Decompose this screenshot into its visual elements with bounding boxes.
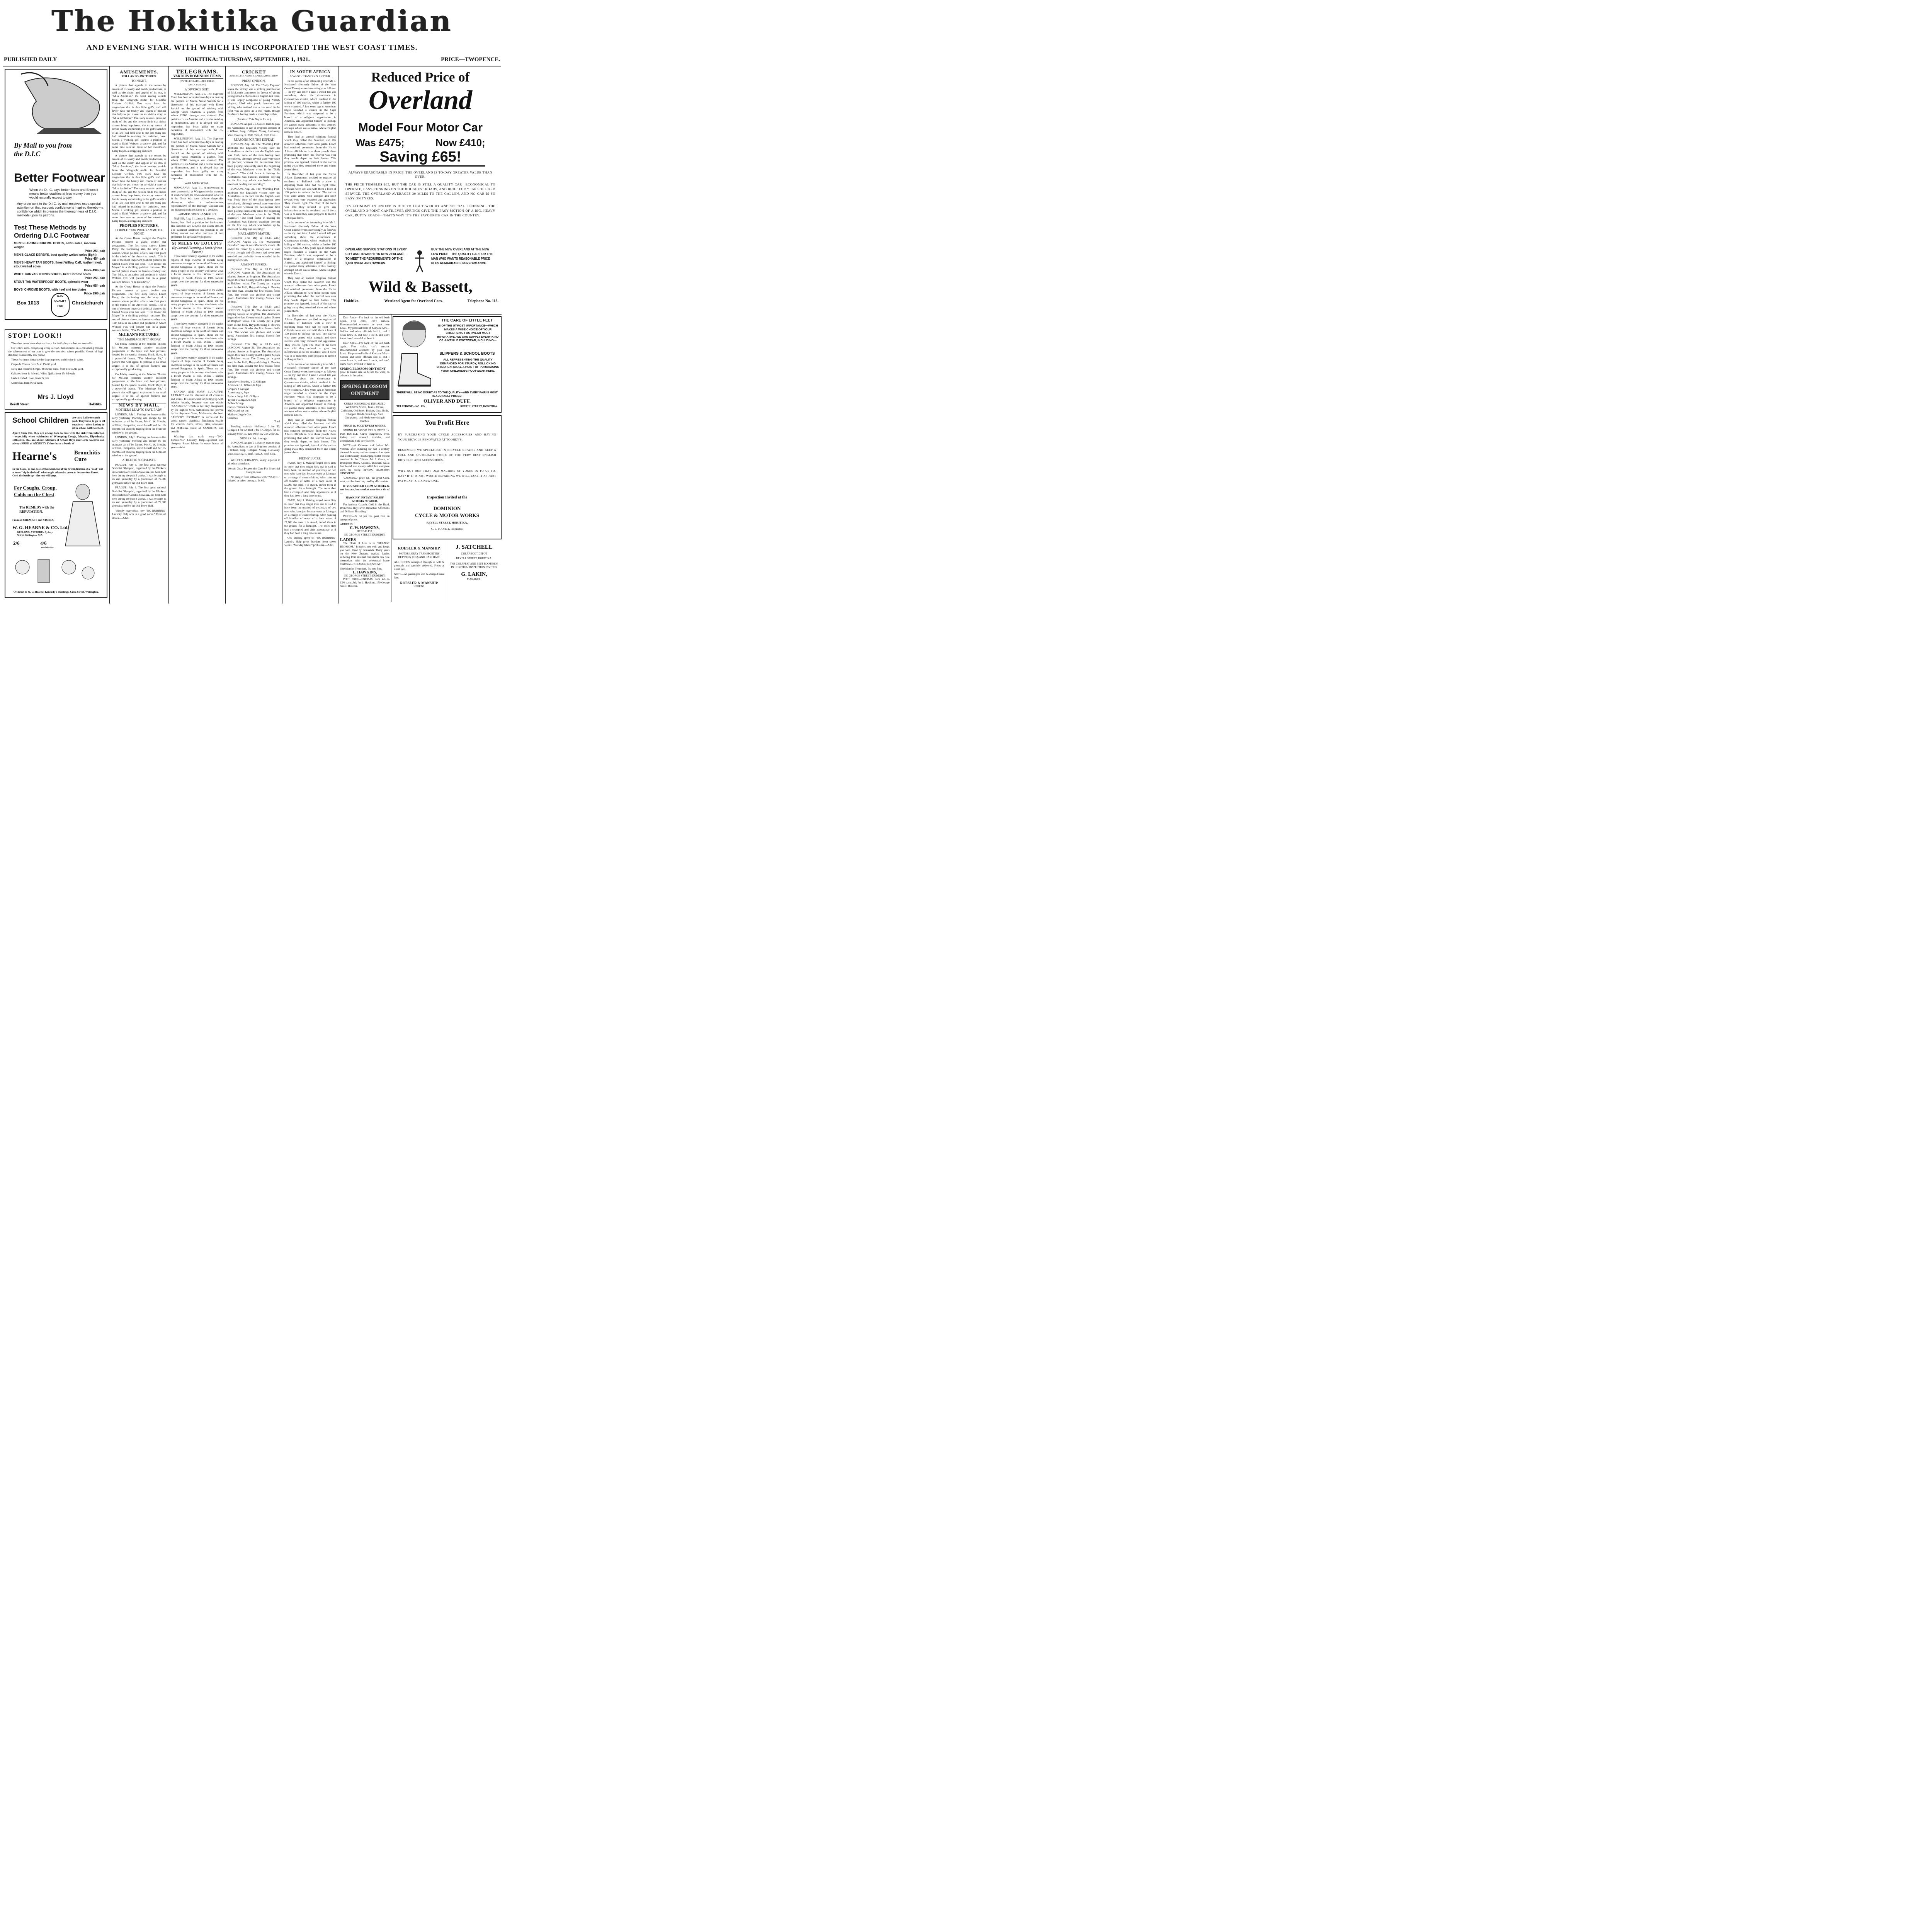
roesler-firm: ROESLER & MANSHIP. (400, 581, 439, 585)
inspection-invited: Inspection Invited at the (427, 495, 468, 500)
hawkins-herbalist: HERBALIST, (357, 530, 373, 533)
dic-item-name: STOUT TAN WATERPROOF BOOTS, splendid wear (14, 280, 88, 284)
reasons-body-cont: LONDON, Aug. 31. The "Morning Post" attributes the England's victory over the Australians to the fact that the English team was fresh, none of the men having been overplayed, although several were very short of practice; whereas the Australians have been playing incessantly since the beginning of the year. Maclaren writes in the "Daily Express": "The chief factor in beating the Australians was Faloon's excellent bowling on the first day, which was backed up by excellent fielding and catching." (228, 187, 280, 231)
dic-item-price: Price 65/- pair (85, 284, 105, 287)
mclean-body-cont: On Friday evening at the Princess Theatre Mr McLean presents another excellent programme of the latest and best pictures, headed by the special feature, Frank Mayo, in a powerful drama, "The Marriage Pit," a picture that will appeal to patrons in no small degree. It is full of special features and exceptionally good acting. (112, 372, 166, 401)
received-note: (Received This Day at 8 a.m.) (236, 117, 271, 121)
pollard-tonight: TO-NIGHT. (131, 79, 147, 83)
south-africa-body-cont: They had an annual religious festival which they called the Passover, and this attracted adherents from other parts. Enoch had obtained permission from the Native Affairs officials to have these people there promising that when the festival was over they would depart to their homes. This promise was ignored, instead of the natives going away they remained there and others joined them. (284, 276, 336, 313)
column-rule (225, 66, 226, 604)
locusts-body-cont: There have recently appeared in the cables reports of huge swarms of locusts doing enormous damage in the south of France and around Saragossa, in Spain. These are not many people in this country who know what a locust swarm is like. When I started farming in South Africa in 1906 locusts swept over the country for three successive years. (171, 322, 223, 355)
was-price: Was £475; (355, 137, 405, 148)
maclaren-heading: MACLAREN'S MATCH. (238, 232, 270, 236)
blossom-cures: CURES POISONED & INFLAMED WOUNDS, Scalds, Burns, Ulcers, Chilblains, Old Sores, Bruises, Cuts, Boils, Chapped Hands, Sore Legs, Skin Complaints, and Heels everything it touches. (340, 402, 389, 423)
dominion-name: DOMINION (433, 505, 461, 511)
remedy-reputation: The REMEDY with the REPUTATION. (19, 505, 54, 514)
score-line: Taylor c Gilligan, b Jupp (228, 398, 256, 401)
lloyd-line: Navy and coloured Serges, 40 inches wide, from 14s to 21s yard. (11, 367, 84, 371)
dic-intro: When the D.I.C. says better Boots and Shoes it means better qualities at less money than you would naturally expect to pay. (29, 188, 99, 199)
dic-logo: D.I.C QUALITY FOR (51, 293, 70, 317)
woods-advt: Woods' Great Peppermint Cure For Bronchial Coughs, take (228, 466, 280, 474)
reasons-body: LONDON, Aug. 31. The "Morning Post" attributes the England's victory over the Australians to the fact that the English team was fresh, none of the men having been overplayed, although several were very short of practice; whereas the Australians have been playing incessantly since the beginning of the year. Maclaren writes in the "Daily Express": "The chief factor in beating the Australians was Faloon's excellent bowling on the first day, which was backed up by excellent fielding and catching." (228, 142, 280, 186)
against-sussex-body: (Received This Day at 10.15 a.m.) LONDON, August 31. The Australians are playing Sussex at Brighton. The Australians began their last County match against Sussex at Brighton today. The County put a great team in the field, Haygarth being it. Bowley the first man. Bowler the first Sussex fields first. The wicket was glorious and wicket good. Australians first innings Sussex first innings. (228, 267, 280, 304)
by-mail-text: By Mail to you from the D.I.C (14, 141, 72, 158)
dic-item-price: Price 49/6 pair (84, 269, 105, 272)
athletic-heading: ATHLETIC SOCIALISTS. (122, 458, 156, 462)
profit-body-3: WHY NOT RUN THAT OLD MACHINE OF YOURS IN TO US TO-DAY? IF IT IS NOT WORTH REPAIRING WE WILL TAKE IT AS PART PAYMENT FOR A NEW ONE. (398, 469, 496, 483)
farmer-body: NAPIER, Aug. 31. James L. Bowen, sheep farmer, has filed a petition for bankruptcy. His liabilities are £20,859 and assets £8,508. The bankrupt attributes his position to the falling market not after purchase of two properties for speculative purposes. (171, 217, 223, 239)
dic-city: Christchurch (72, 300, 103, 306)
overland-buy-now: BUY THE NEW OVERLAND AT THE NEW LOW PRICE—THE QUALITY CAR FOR THE MAN WHO WANTS REASONABLE PRICE PLUS REMARKABLE PERFORMANCE. (431, 248, 493, 265)
slippers-heading: SLIPPERS & SCHOOL BOOTS (439, 352, 495, 356)
blossom-intro: Dear Annie—I'm back on the old bush again. Free colds, can't remain. Recommended ointment by your own Local. My personal belle of Kumara: Mrs—Soldier and other officials had it, and I never knew it, and now I use it, and don't know how I ever did without it. (340, 316, 389, 340)
hearne-maker-address: GEELONG, VICTORIA. Sydney N.S.W. Wellington, N.Z. (17, 531, 53, 537)
nazol-advt: No danger from influenza with "NAZOL." Inhaled or taken on sugar, 1s 6d. (228, 475, 280, 483)
news-body: LONDON, July 1. Finding her house on fire early yesterday morning and escape by the staircase cut off by flames, Mrs C. W. Brittain, of Fleet, Hampshire, saved herself and her 18-months-old child by leaping from the bedroom window to the ground. (112, 412, 166, 434)
l-hawkins-name: L. HAWKINS, (352, 570, 377, 575)
profit-body-1: BY PURCHASING YOUR CYCLE ACCESSORIES AND HAVING YOUR BICYCLE RENOVATED AT TOOHEY'S. (398, 433, 496, 441)
lloyd-line: These few items illustrate the drop in prices and the rise in value. (11, 358, 84, 361)
price-label: PRICE—TWOPENCE. (441, 56, 500, 63)
divorce-body: WELLINGTON, Aug. 31. The Supreme Court has been occupied two days in hearing the petition of Mattia Nazal Sarcich for a dissolution of his marriage with Eileen Sarcich on the ground of adultery with George Vance Shannon, a grazier, from whom £2500 damages was claimed. The petitioner is an Austrian and a carrier residing at Himmerton, and it is alleged that the respondent has been guilty on many occasions of misconduct with the co-respondent. (171, 92, 223, 136)
scorecard (228, 380, 280, 423)
hearnes-brand: Hearne's (12, 450, 57, 463)
stop-look-heading: STOP! LOOK!! (8, 332, 63, 339)
lakin-name: G. LAKIN, (461, 571, 487, 577)
telegrams-source: (BY TELEGRAPH—PER PRESS ASSOCIATION.) (180, 80, 214, 87)
dic-item-name: BOYS' CHROME BOOTS, with heel and toe plates (14, 288, 87, 291)
model-four-heading: Model Four Motor Car (358, 121, 483, 134)
column-rule (109, 66, 110, 604)
dic-item-price: Price 25/- pair (85, 276, 105, 280)
dic-box-number: Box 1013 (17, 300, 39, 306)
lakin-role: MANAGER. (467, 578, 481, 581)
locusts-body: There have recently appeared in the cables reports of huge swarms of locusts doing enormous damage in the south of France and around Saragossa, in Spain. These are not many people in this country who know what a locust swarm is like. When I started farming in South Africa in 1906 locusts swept over the country for three successive years. (171, 254, 223, 287)
wild-bassett-town: Hokitika. (344, 299, 360, 303)
locusts-body-cont: There have recently appeared in the cables reports of huge swarms of locusts doing enormous damage in the south of France and around Saragossa, in Spain. These are not many people in this country who know what a locust swarm is like. When I started farming in South Africa in 1906 locusts swept over the country for three successive years. (171, 356, 223, 389)
score-line: Armstrong b, Jupp (228, 391, 249, 395)
athletic-body: PRAGUE, July 3. The first great national Socialist Olympiad, organised by the Workers' Association of Czecho-Slovakia, has been held here during the past 3 weeks. It was brought to an end yesterday by a procession of 72,000 gymnasts before the Old Town Hall. (112, 463, 166, 485)
norbring-advt-2: One shilling spent on "NO-RUBBING" Laundry Help gives freedom from seven weeks' "Monday labour" problems.—Advt. (284, 536, 336, 547)
peoples-body: At the Opera House to-night the Peoples Pictures present a grand double star programme. The first story shows Eileen Percy, the fascinating star, the story of a woman whose political affairs take first place in the minds of the American people. This is one of the most important political pictures the United States ever has seen. "Her Honor the Mayor" is a thrilling political romance. The second picture shows the famous cowboy star, Tom Mix, as an author and producer in which William Fox will present him in a grand western thriller, "The Daredevil." (112, 236, 166, 284)
south-africa-body: In the course of an interesting letter Mr L. Northcroft (formerly Editor of the West Coast Times) writes interestingly as follows:— In my last letter I said I would tell you something about the disturbance in Queenstown district, which resulted in the killing of 200 natives, whilst a further 100 were wounded. A few years ago an American negro founded a church in the Cape Province, which was supposed to be a branch of a religious organisation in America, and appointed himself as Bishop. He gained many adherents in this country, amongst whom was a native, whose English name is Enoch. (284, 79, 336, 134)
profit-body-2: REMEMBER WE SPECIALISE IN BICYCLE REPAIRS AND KEEP A FULL AND UP-TO-DATE STOCK OF THE VERY BEST ENGLISH BICYCLES AND ACCESSORIES. (398, 448, 496, 462)
wolfe-advt: WOLFE'S SCHNAPPS, vastly superior to all other stimulants. (228, 457, 280, 466)
ladies-text: The Elixir of Life is in "ORANGE BLOSSOM." It makes you well, and keeps you well. Used by thousands. Thirty years on the New Zealand market. Ladies suffering from internal complaints can cure themselves with the celebrated home treatment—"ORANGE BLOSSOM." (340, 542, 389, 566)
mclean-heading: McLEAN'S PICTURES. (119, 333, 160, 337)
satchell-ad (447, 541, 501, 603)
overland-para-2: ITS ECONOMY IN UPKEEP IS DUE TO LIGHT WEIGHT AND SPECIAL SPRINGING. THE OVERLAND 3-POINT CANTILEVER SPRINGS GIVE THE EASY MOTION OF A BIG, HEAVY CAR, RUTTY ROADS—THAT'S WHY IT'S THE FAVOURITE CAR IN THE COUNTRY. (345, 204, 495, 217)
news-sub: MOTHER'S LEAP TO SAVE BABY. (116, 408, 163, 412)
girl-portrait-illustration (395, 318, 434, 352)
jasmine-advt: "JASMINE," price 6d., the great Corn, wart, and bunion cure; used by all chemists. (340, 476, 389, 483)
sussex-innings: SUSSEX 1st. Innings. (240, 437, 268, 440)
press-opinion-heading: PRESS OPINION. (242, 79, 266, 83)
blossom-tin-image: SPRING BLOSSOM OINTMENT (340, 380, 389, 400)
score-line: Ryder c Jupp, b G. Gilligan (228, 394, 259, 398)
blossom-note: NOTE:—A Crimean and Indian War Veteran, after enduring for half a century the terrible worry and annoyance of an open and continuously discharging bullet wound received in the Crimea, Mr J. Grace, of Broughton Street, Kaikorai, Dunedin, has at last found not merely relief but complete cure, by using SPRING BLOSSOM OINTMENT. (340, 444, 389, 475)
roesler-manship-ad (393, 541, 446, 603)
south-africa-body-cont: They had an annual religious festival which they called the Passover, and this attracted adherents from other parts. Enoch had obtained permission from the Native Affairs officials to have these people there promising that when the festival was over they would depart to their homes. This promise was ignored, instead of the natives going away they remained there and others joined them. (284, 418, 336, 454)
oliver-duff-name: OLIVER AND DUFF. (423, 398, 471, 404)
dic-item-name: MEN'S STRONG CHROME BOOTS, sewn soles, medium weight (14, 242, 96, 249)
roesler-sub: MOTOR LORRY TRANSPORTERS BETWEEN ROSS AND HARI HARI. (398, 552, 440, 559)
score-line: Sundries (228, 416, 238, 420)
amusements-heading: AMUSEMENTS. (119, 69, 158, 75)
score-line: Mailey c Jupp b Cox (228, 412, 252, 416)
maclaren-body: (Received This Day at 10.15 a.m.) LONDON, August 31. The "Manchester Guardian" says it was Maclaren's match. He ended his career by a victory over a team whose strength and efficiency had never been excelled and probably never equalled in the history of cricket. (228, 236, 280, 262)
filthy-lucre-heading: FILTHY LUCRE. (299, 456, 321, 460)
boot-hand-illustration (21, 70, 106, 136)
washing-advt: Washing day made easy—"NO-RUBBING" Laundry Help—quickest and cheapest. Saves labour. In every house all year.—Advt. (171, 434, 223, 449)
woman-figure-illustration (63, 482, 102, 548)
overland-logo: Overland (368, 85, 473, 115)
wild-bassett-agent: Westland Agent for Overland Cars. (384, 299, 443, 303)
little-feet-ad (393, 316, 502, 413)
hawkins-uses: For Asthma, Catarrh, Cold in the Head, Bronchitis, Hay Fever, Bronchial Affections and Difficult Breathing. (340, 503, 389, 513)
cycle-motor-works: CYCLE & MOTOR WORKS (415, 512, 479, 518)
lloyd-ad (5, 329, 107, 410)
south-africa-body-3: In December of last year the Native Affairs Department decided to register all residents of Bullhock with a view to deporting those who had no right there. Officials were sent and with them a force of 100 police to enforce the law. The natives who were armed with assegais and short swords were very truculent and aggressive. They showed fight. The chief of the force was told they refused to give any information as to the residents, and if force was to be used they were prepared to meet it with equal force. (284, 172, 336, 219)
south-africa-body-cont: In the course of an interesting letter Mr L. Northcroft (formerly Editor of the West Coast Times) writes interestingly as follows:— In my last letter I said I would tell you something about the disturbance in Queenstown district, which resulted in the killing of 200 natives, whilst a further 100 were wounded. A few years ago an American negro founded a church in the Cape Province, which was supposed to be a branch of a religious organisation in America, and appointed himself as Bishop. He gained many adherents in this country, amongst whom was a native, whose English name is Enoch. (284, 221, 336, 275)
locusts-heading: 50 MILES OF LOCUSTS (171, 240, 223, 245)
hawkins-address-label: ADDRESS: (340, 523, 354, 526)
press-opinion-body: LONDON, Aug. 30. The "Daily Express" states the victory was a striking justification of McLaren's arguments in favour of giving young blood a chance in an English test team. It was largely composed of young 'Varsity players, filled with pluck, keenness and virility, who realised that a run saved in the field was as good as a run made, though Faulkner's batting made a triumph possible. (228, 83, 280, 116)
south-africa-body-cont: In the course of an interesting letter Mr L. Northcroft (formerly Editor of the West Coast Times) writes interestingly as follows:— In my last letter I said I would tell you something about the disturbance in Queenstown district, which resulted in the killing of 200 natives, whilst a further 100 were wounded. A few years ago an American negro founded a church in the Cape Province, which was supposed to be a branch of a religious organisation in America, and appointed himself as Bishop. He gained many adherents in this country, amongst whom was a native, whose English name is Enoch. (284, 362, 336, 417)
satchell-address: REVELL STREET, HOKITIKA. (456, 557, 492, 560)
athletic-body-cont: PRAGUE, July 3. The first great national Socialist Olympiad, organised by the Workers' Association of Czecho-Slovakia, has been held here during the past 3 weeks. It was brought to an end yesterday by a procession of 72,000 gymnasts before the Old Town Hall. (112, 486, 166, 508)
pollard-heading: POLLARD'S PICTURES. (121, 75, 157, 78)
school-children-heading: School Children (12, 417, 69, 425)
cricket-source: AUSTRALIAN AND N.Z. CABLE ASSOCIATION (229, 75, 279, 78)
divorce-heading: A DIVORCE SUIT. (184, 87, 210, 91)
price-row (340, 137, 501, 149)
score-line: McDonald not out (228, 409, 249, 413)
lloyd-name: Mrs J. Lloyd (37, 394, 74, 400)
dic-footwear-ad (5, 69, 107, 320)
published-label: PUBLISHED DAILY (4, 56, 57, 63)
against-sussex-body-cont: (Received This Day at 10.15 a.m.) LONDON, August 31. The Australians are playing Sussex at Brighton. The Australians began their last County match against Sussex at Brighton today. The County put a great team in the field, Haygarth being it. Bowley the first man. Bowler the first Sussex fields first. The wicket was glorious and wicket good. Australians first innings Sussex first innings. (228, 304, 280, 341)
sussex-team-cont: LONDON, August 31. Sussex team to play the Australians to-day at Brighton consists of - Wilson, Jupp, Gilligan, Young, Holloway, Vine, Bowley, R. Relf, Tate, A. Relf, Cox. (228, 441, 280, 456)
news-body-cont: LONDON, July 1. Finding her house on fire early yesterday morning and escape by the staircase cut off by flames, Mrs C. W. Brittain, of Fleet, Hampshire, saved herself and her 18-months-old child by leaping from the bedroom window to the ground. (112, 435, 166, 457)
dic-body: Any order sent to the D.I.C. by mail receives extra special attention on that account; confidence is inspired thereby—a confidence which impresses the thoroughness of D.I.C. methods upon its patrons. (17, 202, 104, 217)
score-line: Gregory b Gilligan (228, 387, 250, 391)
dic-item-price: Price 19/6 pair (84, 292, 105, 295)
hawkins-name: C. W. HAWKINS, (350, 526, 380, 530)
saving-heading: Saving £65! (355, 149, 485, 167)
mclean-sub: "THE MARRIAGE PIT," FRIDAY. (117, 337, 162, 341)
south-africa-column (284, 69, 336, 602)
lloyd-text (8, 342, 103, 392)
lloyd-town: Hokitika (88, 402, 102, 406)
score-total: Total (274, 420, 280, 423)
hearne-price-small: 2/6 (13, 540, 20, 546)
score-line: Andrews c R. Wilson, b Jupp (228, 383, 261, 387)
satchell-sub: CHEAP BOOT DEPOT (461, 552, 487, 555)
divorce-body-cont: WELLINGTON, Aug. 31. The Supreme Court has been occupied two days in hearing the petition of Mattia Nazal Sarcich for a dissolution of his marriage with Eileen Sarcich on the ground of adultery with George Vance Shannon, a grazier, from whom £2500 damages was claimed. The petitioner is an Austrian and a carrier residing at Himmerton, and it is alleged that the respondent has been guilty on many occasions of misconduct with the co-respondent. (171, 136, 223, 180)
telegrams-sub: VARIOUS DOMINION ITEMS (171, 75, 223, 78)
little-feet-body: IS OF THE UTMOST IMPORTANCE—WHICH MAKES A WISE CHOICE OF YOUR CHILDREN'S FOOTWEAR MOST IMPERATIVE. WE CAN SUPPLY EVERY KIND OF JUVENILE FOOTWEAR, INCLUDING— (437, 324, 499, 342)
oliver-duff-phone: TELEPHONE—NO. 139. (396, 405, 425, 408)
pollard-body: A picture that appeals to the senses by reason of its lovely and lavish productions, as well as the charm and appeal of its star, is "Miss Ambition," the heart searing vehicle from the Vitagraph studio for beautiful Corinne Griffith. Few stars have the magnetism that is this little girl's, and still fewer have the beauty and charm of manner that help to put it over in so vivid a story as "Miss Ambition." The story reveals profound study of life, and the heroine finds that riches cannot bring happiness, the many scenes of lavish beauty culminating in the girl's sacrifice of all she had held dear to the one thing she had missed in realising her ambition, love. Marta, a working girl, secures a position as maid to Edith Webster, a society girl, and for some time sees no more of her sweetheart, Larry Doyle, a struggling architect. (112, 83, 166, 153)
roesler-town: HEREPO. (413, 585, 425, 588)
score-line: Pellew b Jupp (228, 401, 244, 405)
hearne-body: Apart from this, they are always face to face with the risk from infection—especially when epidemics of Whooping Cough, Measles, Diphtheria, Influenza, etc., are about. Mothers of School Boys and Girls however can always FREE of ANXIETY if they have a bottle of (12, 431, 104, 445)
pollard-body-cont: A picture that appeals to the senses by reason of its lovely and lavish productions, as well as the charm and appeal of its star, is "Miss Ambition," the heart searing vehicle from the Vitagraph studio for beautiful Corinne Griffith. Few stars have the magnetism that is this little girl's, and still fewer have the beauty and charm of manner that help to put it over in so vivid a story as "Miss Ambition." The story reveals profound study of life, and the heroine finds that riches cannot bring happiness, the many scenes of lavish beauty culminating in the girl's sacrifice of all she had held dear to the one thing she had missed in realising her ambition, love. Marta, a working girl, secures a position as maid to Edith Webster, a society girl, and for some time sees no more of her sweetheart, Larry Doyle, a struggling architect. (112, 153, 166, 223)
wild-bassett-footer (344, 299, 498, 303)
blossom-price: PRICE 1s. SOLD EVERYWHERE. (344, 424, 386, 427)
locusts-body-cont: There have recently appeared in the cables reports of huge swarms of locusts doing enormous damage in the south of France and around Saragossa, in Spain. These are not many people in this country who know what a locust swarm is like. When I started farming in South Africa in 1906 locusts swept over the country for three successive years. (171, 288, 223, 321)
oliver-duff-address: REVELL STREET, HOKITIKA. (460, 405, 498, 408)
hearne-bronchitis-ad (5, 412, 107, 598)
overland-bottom-rule (339, 314, 502, 315)
against-sussex-heading: AGAINST SUSSEX. (240, 263, 267, 267)
ladies-label: LADIES (340, 537, 356, 542)
better-footwear-heading: Better Footwear (14, 171, 105, 184)
filthy-lucre-body: PARIS, July 1. Making forged notes dirty in order that they might look real is said to have been the method of yesterday of two men who have just been arrested at Limoges on a charge of counterfeiting. After painting off bundles of notes of a face value of £7,000 the men, it is stated, buried them in the ground for a fortnight. The notes then had a crumpled and dirty appearance as if they had been a long time in use. (284, 461, 336, 497)
coughs-heading: For Coughs, Croup, Colds on the Chest (14, 485, 57, 497)
hearne-maker: W. G. HEARNE & CO. Ltd. (12, 525, 69, 530)
reduced-price-heading: Reduced Price of (371, 70, 470, 85)
man-figure-icon (412, 250, 427, 273)
hearne-stockists: From all CHEMISTS and STORES. (12, 519, 54, 522)
filthy-lucre-body-cont: PARIS, July 1. Making forged notes dirty in order that they might look real is said to have been the method of yesterday of two men who have just been arrested at Limoges on a charge of counterfeiting. After painting off bundles of notes of a face value of £7,000 the men, it is stated, buried them in the ground for a fortnight. The notes then had a crumpled and dirty appearance as if they had been a long time in use. (284, 498, 336, 535)
treatment-price: One Month's Treatment, 5s; post free. (340, 567, 382, 570)
hawkins-price: PRICE:—2s 6d per tin, post free on receipt of price. (340, 515, 389, 521)
l-hawkins-addr: 150 GEORGE STREET, DUNEDIN. (344, 574, 386, 577)
now-price: Now £410; (435, 137, 485, 148)
south-africa-body-cont: In December of last year the Native Affairs Department decided to register all residents of Bullhock with a view to deporting those who had no right there. Officials were sent and with them a force of 100 police to enforce the law. The natives who were armed with assegais and short swords were very truculent and aggressive. They showed fight. The chief of the force was told they refused to give any information as to the residents, and if force was to be used they were prepared to meet it with equal force. (284, 314, 336, 361)
toohey-proprietor: C. E. TOOHEY, Proprietor. (431, 527, 463, 531)
sander-advt: SANDER AND SONS' EUCALYPTI EXTRACT can be obtained at all chemists and stores. It is renowned for putting up with inferior brands, because you can obtain "SANDER'S," which is not only recognised by the highest Med. Authorities, but proved by the Supreme Court, Melbourne, the best. SANDER'S EXTRACT is successful for colds, cancer, diarrhoea, flatulence; locally for wounds, burns, ulcers, piles, abscesses and chilblains. Insist on SANDER'S, and benefit. (171, 389, 223, 434)
spring-blossom-ad (340, 316, 389, 602)
little-feet-doubt: THERE WILL BE NO DOUBT AS TO THE QUALITY—AND EVERY PAIR IS MOST REASONABLY PRICED. (396, 391, 498, 398)
wild-bassett-name: Wild & Bassett, (368, 278, 473, 295)
you-profit-heading: You Profit Here (425, 419, 469, 426)
hearne-double-size: Double Size (41, 546, 54, 549)
dic-item-price: Price 25/- pair (85, 249, 105, 253)
score-line: Bardsley c Bowley, b G. Gilligan (228, 379, 266, 383)
amusements-column (112, 69, 166, 602)
lloyd-body: Our entire store, comprising every section, demonstrates in a convincing manner the achievement of our aim to give the soundest values possible. Goods of high standard, consistently low priced. (8, 347, 103, 357)
dic-item-name: MEN'S HEAVY TAN BOOTS, finest Willow Calf, leather lined, stout welted soles (14, 261, 102, 268)
lloyd-line: Calicoes from 1s 4d yard. White Quilts from 17s 6d each. (11, 372, 75, 375)
satchell-body: THE CHEAPEST AND BEST BOOTSHOP IN HOKITIKA. INSPECTION INVITED. (450, 562, 498, 569)
farmer-heading: FARMER GOES BANKRUPT. (177, 213, 217, 216)
mclean-body: On Friday evening at the Princess Theatre Mr McLean presents another excellent programme of the latest and best pictures, headed by the special feature, Frank Mayo, in a powerful drama, "The Marriage Pit," a picture that will appeal to patrons in no small degree. It is full of special features and exceptionally good acting. (112, 342, 166, 371)
hawkins-addr: 150 GEORGE STREET, DUNEDIN. (344, 533, 386, 536)
score-line: Carter c Wilson b Jupp (228, 405, 254, 409)
masthead-subtitle: AND EVENING STAR. WITH WHICH IS INCORPORATED THE WEST COAST TIMES. (86, 43, 418, 52)
memorial-heading: WAR MEMORIAL. (184, 181, 210, 185)
telegrams-column (171, 69, 223, 602)
overland-ad (340, 69, 501, 313)
dic-item-name: WHITE CANVAS TENNIS SHOES, best Chrome soles (14, 272, 91, 276)
bronchitis-cure-label: Bronchitis Cure (74, 450, 100, 463)
issue-date: HOKITIKA: THURSDAY, SEPTEMBER 1, 1921. (185, 56, 310, 63)
memorial-body: WANGANUI, Aug. 31. A movement to erect a memorial at Wanganui to the memory of soldiers from the town and district who fell in the Great War took definite shape this afternoon, when a sub-committee representative of the Borough Council and the Returned Soldiers came to a decision. (171, 186, 223, 211)
toohey-address: REVELL STREET, HOKITIKA. (426, 521, 468, 524)
lloyd-line: Umbrellas, from 9s 6d each. (11, 381, 43, 384)
dateline (4, 56, 500, 65)
little-feet-title: THE CARE OF LITTLE FEET (441, 318, 493, 323)
hearne-price-large: 4/6 (40, 540, 47, 546)
dic-item-price: Price 45/- pair (85, 257, 105, 260)
telegrams-heading: TELEGRAMS. (176, 69, 218, 75)
hawkins-relief: HAWKINS' INSTANT RELIEF ASTHMA POWDER. (345, 496, 384, 503)
news-by-mail-heading: NEWS BY MAIL. (112, 403, 166, 407)
south-africa-sub: A WEST COASTER'S LETTER. (289, 75, 331, 78)
cricket-heading: CRICKET (242, 69, 266, 75)
lloyd-intro: There has never been a better chance for thrifty buyers than we now offer. (11, 342, 94, 345)
peoples-body-cont: At the Opera House to-night the Peoples Pictures present a grand double star programme. The first story shows Eileen Percy, the fascinating star, the story of a woman whose political affairs take first place in the minds of the American people. This is one of the most important political pictures the United States ever has seen. "Her Honor the Mayor" is a thrilling political romance. The second picture shows the famous cowboy star, Tom Mix, as an author and producer in which William Fox will present him in a grand western thriller, "The Daredevil." (112, 285, 166, 332)
column-rule (168, 66, 169, 604)
hearne-side-text: are very liable to catch cold. They have to go in all weathers—often having to sit in school with wet feet. (72, 416, 105, 430)
blossom-pills: SPRING BLOSSOM PILLS, PRICE 1s. PER BOTTLE. Cures indigestion, liver, kidney and stomach troubles, and constipation. Sold everywhere. (340, 429, 389, 442)
south-africa-heading: IN SOUTH AFRICA (290, 70, 331, 74)
reasons-heading: REASONS FOR THE DEFEAT. (233, 138, 274, 141)
blossom-intro-cont: Dear Annie—I'm back on the old bush again. Free colds, can't remain. Recommended ointment by your own Local. My personal belle of Kumara: Mrs—Soldier and other officials had it, and I never knew it, and now I use it, and don't know how I ever did without it. (340, 342, 389, 366)
overland-para-1: THE PRICE TUMBLES £65, BUT THE CAR IS STILL A QUALITY CAR—ECONOMICAL TO OPERATE, EASY-RUNNING ON THE ROUGHEST ROADS, AND BUILT FOR YEARS OF HARD SERVICE. THE OVERLAND AVERAGES 30 MILES TO THE GALLON, AND NO CAR IS SO EASY ON TYRES. (345, 182, 495, 200)
lloyd-line: Ladies' ribbed H ose, from 2s pair. (11, 377, 50, 380)
overland-service-stations: OVERLAND SERVICE STATIONS IN EVERY CITY AND TOWNSHIP IN NEW ZEALAND—TO MEET THE REQUIREMENTS OF THE 3,000 OVERLAND OWNERS. (345, 248, 407, 265)
south-africa-body-2: They had an annual religious festival which they called the Passover, and this attracted adherents from other parts. Enoch had obtained permission from the Native Affairs officials to have these people there promising that when the festival was over they would depart to their homes. This promise was ignored, instead of the natives going away they remained there and others joined them. (284, 134, 336, 171)
wild-bassett-phone: Telephone No. 118. (467, 299, 498, 303)
cricket-column (228, 69, 280, 602)
roesler-note: NOTE—All passengers will be charged usual fare. (394, 573, 444, 579)
blossom-price-note: price 1s (same size as before the war); no advance in the price. (340, 371, 389, 377)
masthead-title: The Hokitika Guardian (51, 5, 452, 38)
post-free: POST FREE—ENEMAS from 4/6 to 12/6 each. Ask for L. Hawkins, 150 George Street, Dunedin. (340, 578, 389, 588)
hearne-footer: Or direct to W. G. Hearne, Kennedy's Buildings, Cuba Street, Wellington. (13, 590, 99, 594)
peoples-heading: PEOPLES PICTURES. (119, 223, 159, 228)
toohey-cycle-ad (393, 415, 502, 539)
dic-price-list (14, 242, 105, 296)
satchell-title: J. SATCHELL (456, 544, 493, 550)
dic-cta: Test These Methods by Ordering D.I.C Footwear (14, 224, 90, 239)
peoples-sub: DOUBLE STAR PROGRAMME TO-NIGHT. (115, 228, 163, 236)
bowling-analysis: Bowling analysis: Holloway 0 for 32, Gilligan 4 for 62, Relf 0 for 47, Jupp 6 for 11, Bowley 0 for 15, Tate 0 for 19, Cox 2 for 39. (228, 424, 280, 435)
roesler-body: ALL GOODS consigned through us will be promptly and carefully delivered. Prices at usual fare. (394, 561, 444, 571)
lloyd-street: Revell Street (10, 402, 29, 406)
boot-illustration (394, 352, 434, 389)
asthma-advt: IF YOU SUFFER FROM ASTHMA do not hesitate, but send at once for a tin of— (340, 485, 389, 495)
sussex-team: LONDON, August 31. Sussex team to play the Australians to-day at Brighton consists of - Wilson, Jupp, Gilligan, Young, Holloway, Vine, Bowley, R. Relf, Tate, A. Relf, Cox. (228, 122, 280, 137)
against-sussex-body-cont: (Received This Day at 10.15 a.m.) LONDON, August 31. The Australians are playing Sussex at Brighton. The Australians began their last County match against Sussex at Brighton today. The County put a great team in the field, Haygarth being it. Bowley the first man. Bowler the first Sussex fields first. The wicket was glorious and wicket good. Australians first innings Sussex first innings. (228, 342, 280, 379)
hearne-note: In the house, as one dose of this Medicine at the first indication of a "cold" will at once "nip in the bud" what might otherwise prove to be a serious illness. Cork the bottle up—the rest will keep. (12, 468, 104, 478)
norbring-advt: "Simply marvellous how "NO-RUBBING" Laundry Help acts in a good name." From all stores.—Advt. (112, 509, 166, 520)
dic-item-name: MEN'S GLACE DERBYS, best quality welted soles (light) (14, 253, 97, 257)
lloyd-line: Crepe de Chenes from 7s to 15s 6d yard. (11, 363, 57, 366)
roesler-title: ROESLER & MANSHIP. (398, 546, 440, 551)
blossom-title: SPRING BLOSSOM OINTMENT (340, 367, 386, 371)
little-feet-body-2: ALL REPRESENTING THE QUALITY DEMANDED FOR STURDY, ROLLICKING CHILDREN. MAKE A POINT OF PURCHASING YOUR CHILDREN'S FOOTWEAR HERE. (437, 358, 499, 372)
locusts-sub: (By Leonard Flemming, a South African Farmer.) (172, 246, 222, 253)
children-bottle-illustration (11, 552, 104, 589)
overland-tagline: ALWAYS REASONABLE IN PRICE, THE OVERLAND IS TO-DAY GREATER VALUE THAN EVER. (348, 170, 493, 179)
